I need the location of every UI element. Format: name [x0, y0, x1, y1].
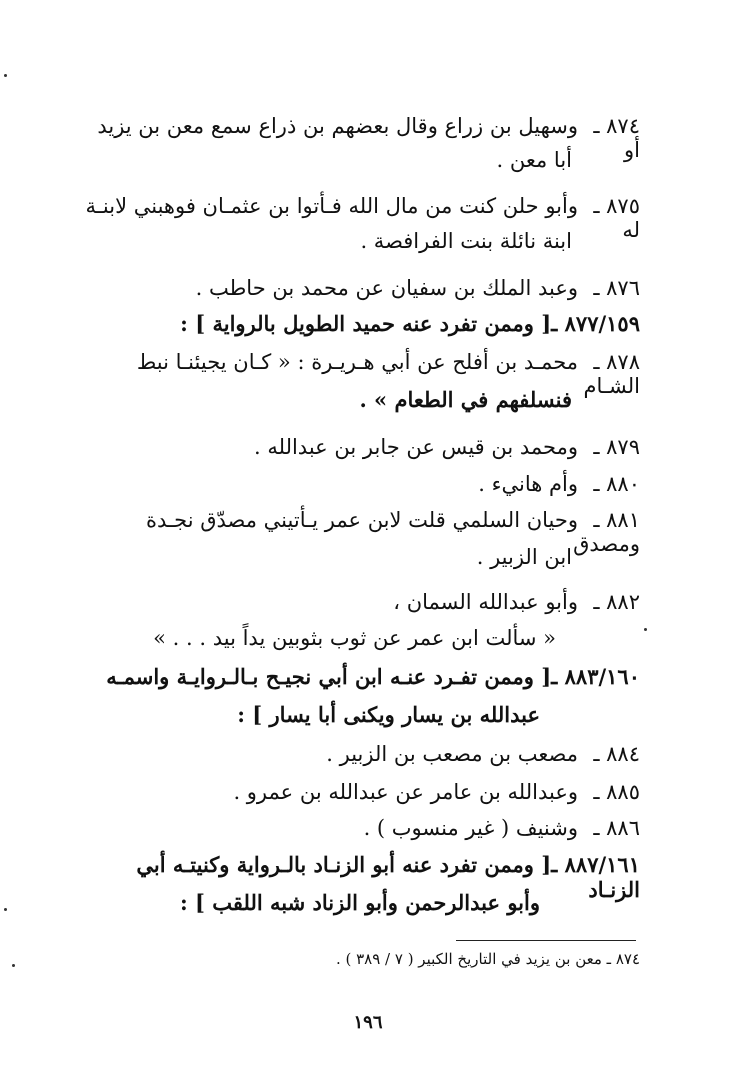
scan-speck — [4, 74, 7, 77]
entry-text: وشنيف ( غير منسوب ) . — [363, 816, 578, 840]
entry-874-continuation: أبا معن . — [496, 148, 572, 172]
entry-879 — [80, 435, 640, 459]
entry-878-continuation: فنسلفهم في الطعام » . — [359, 387, 572, 412]
entry-text: [ وممن تفـرد عنـه ابن أبي نجيـح بـالـروايـة واسمـه — [106, 664, 552, 689]
footnote: ٨٧٤ ـ معن بن يزيد في التاريخ الكبير ( ٧ / ٣٨٩ ) . — [335, 950, 640, 968]
entry-number: ٨٧٩ ـ — [593, 435, 640, 459]
entry-number: ٨٨٣/١٦٠ ـ — [551, 664, 640, 689]
scan-speck — [4, 908, 7, 911]
entry-number: ٨٨٦ ـ — [593, 816, 640, 840]
entry-text: ومحمد بن قيس عن جابر بن عبدالله . — [254, 435, 578, 459]
entry-text: وسهيل بن زراع وقال بعضهم بن ذراع سمع معن بن يزيد أو — [97, 114, 640, 162]
entry-number: ٨٨٢ ـ — [593, 590, 640, 614]
entry-882 — [80, 590, 640, 614]
entry-text: محمـد بن أفلح عن أبي هـريـرة : « كـان يجيئنـا نبط الشـام — [136, 350, 640, 398]
entry-875-continuation: ابنة نائلة بنت الفرافصة . — [360, 229, 572, 253]
entry-number: ٨٨٥ ـ — [593, 780, 640, 804]
entry-text: وأم هانيء . — [478, 472, 578, 496]
entry-text: وعبد الملك بن سفيان عن محمد بن حاطب . — [195, 276, 578, 300]
entry-882-quote: « سألت ابن عمر عن ثوب بثوبين يداً بيد . . . » — [153, 626, 556, 650]
entry-text: وعبدالله بن عامر عن عبدالله بن عمرو . — [233, 780, 578, 804]
entry-text: مصعب بن مصعب بن الزبير . — [326, 742, 578, 766]
section-heading-160 — [80, 664, 640, 689]
entry-number: ٨٧٥ ـ — [593, 194, 640, 218]
entry-text: وحيان السلمي قلت لابن عمر يـأتيني مصدّق نجـدة ومصدق — [145, 508, 640, 556]
entry-number: ٨٨٤ ـ — [593, 742, 640, 766]
entry-number: ٨٨١ ـ — [593, 508, 640, 532]
entry-number: ٨٨٠ ـ — [593, 472, 640, 496]
section-heading-160-continuation: عبدالله بن يسار ويكنى أبا يسار ] : — [237, 702, 540, 727]
entry-number: ٨٧٨ ـ — [593, 350, 640, 374]
footnote-rule — [456, 940, 636, 941]
entry-number: ٨٧٧/١٥٩ ـ — [551, 311, 640, 336]
entry-886 — [80, 816, 640, 840]
entry-text: [ وممن تفرد عنه أبو الزنـاد بالـرواية وكنيتـه أبي الزنـاد — [136, 852, 640, 902]
entry-text: وأبو حلن كنت من مال الله فـأتوا بن عثمـان فوهبني لابنـة له — [85, 194, 640, 242]
section-heading-161-continuation: وأبو عبدالرحمن وأبو الزناد شبه اللقب ] : — [179, 890, 540, 915]
scan-speck — [644, 628, 647, 631]
entry-text: وأبو عبدالله السمان ، — [393, 590, 578, 614]
entry-884 — [80, 742, 640, 766]
entry-876 — [80, 276, 640, 300]
entry-number: ٨٧٦ ـ — [593, 276, 640, 300]
scan-speck — [12, 964, 15, 967]
entry-number: ٨٧٤ ـ — [593, 114, 640, 138]
entry-text: [ وممن تفرد عنه حميد الطويل بالرواية ] : — [180, 311, 552, 336]
entry-885 — [80, 780, 640, 804]
section-heading-159 — [80, 311, 640, 336]
entry-880 — [80, 472, 640, 496]
page-number: ١٩٦ — [353, 1012, 383, 1033]
entry-881-continuation: ابن الزبير . — [476, 545, 572, 569]
entry-number: ٨٨٧/١٦١ ـ — [551, 852, 640, 877]
